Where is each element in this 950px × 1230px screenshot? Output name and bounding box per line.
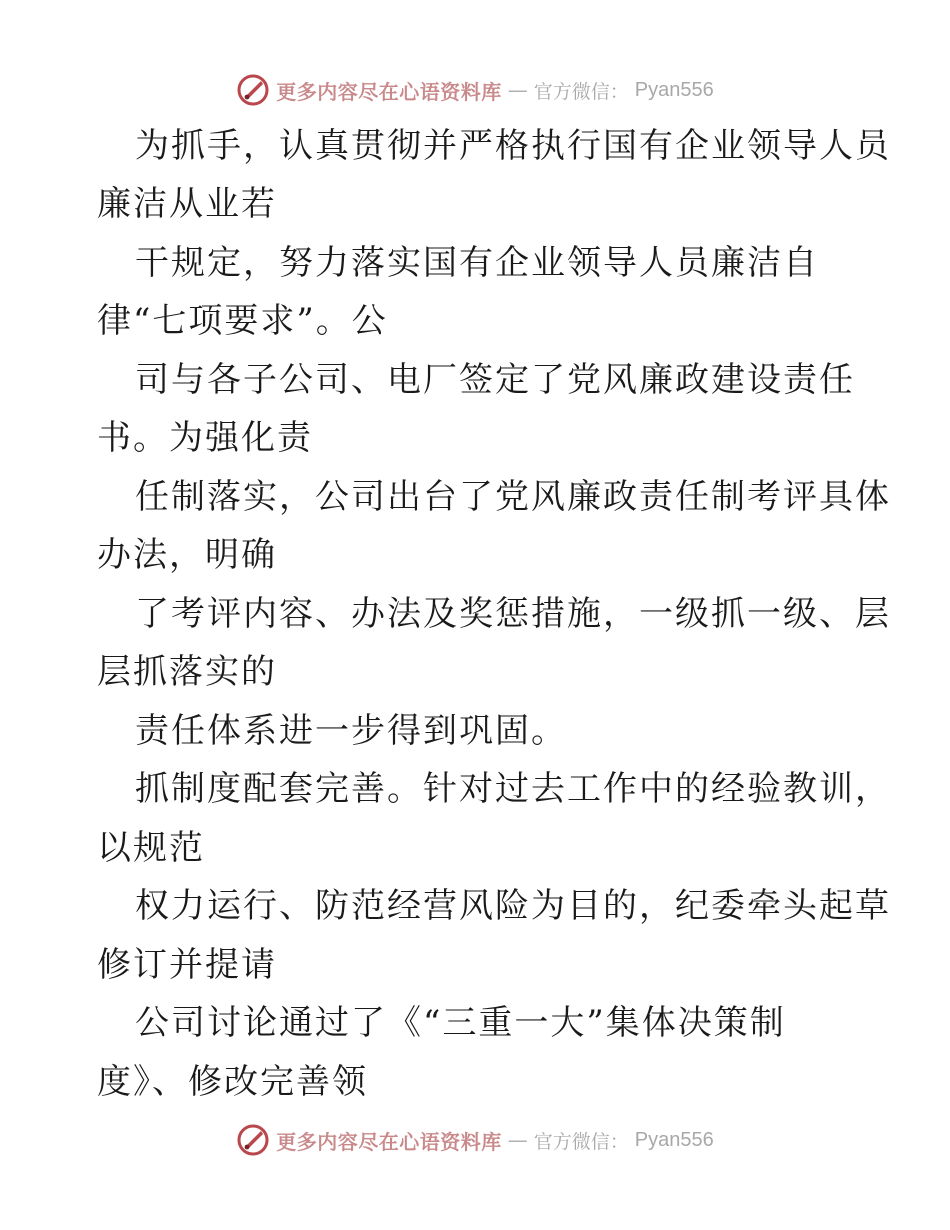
body-line: 办法，明确: [97, 535, 277, 575]
watermark-wechat-id: Pyan556: [634, 78, 714, 101]
body-line: 廉洁从业若: [97, 184, 277, 224]
body-line: 抓制度配套完善。针对过去工作中的经验教训，: [135, 769, 891, 809]
watermark-official-label: 官方微信：: [533, 80, 629, 103]
body-line: 以规范: [97, 828, 205, 868]
body-line: 律“七项要求”。公: [97, 301, 388, 341]
body-line: 干规定，努力落实国有企业领导人员廉洁自: [135, 243, 819, 283]
footer-watermark: [0, 1120, 950, 1160]
body-line: 公司讨论通过了《“三重一大”集体决策制: [135, 1003, 786, 1043]
header-watermark: [0, 70, 950, 110]
watermark-separator: —: [507, 78, 528, 102]
body-line: 为抓手，认真贯彻并严格执行国有企业领导人员: [135, 126, 891, 166]
body-line: 度》、修改完善领: [97, 1062, 368, 1102]
body-line: 责任体系进一步得到巩固。: [135, 711, 567, 751]
body-line: 书。为强化责: [97, 418, 313, 458]
body-line: 权力运行、防范经营风险为目的，纪委牵头起草: [135, 886, 891, 926]
body-line: 层抓落实的: [97, 652, 277, 692]
watermark-separator: —: [507, 1128, 528, 1152]
body-line: 了考评内容、办法及奖惩措施，一级抓一级、层: [135, 594, 891, 634]
quill-pen-seal-icon: [236, 73, 270, 107]
body-line: 司与各子公司、电厂签定了党风廉政建设责任: [135, 360, 855, 400]
watermark-brand-text: 更多内容尽在心语资料库: [276, 1129, 502, 1154]
watermark-wechat-id: Pyan556: [634, 1128, 714, 1151]
watermark-official-label: 官方微信：: [533, 1130, 629, 1153]
body-line: 任制落实，公司出台了党风廉政责任制考评具体: [135, 477, 891, 517]
quill-pen-seal-icon: [236, 1123, 270, 1157]
watermark-brand-text: 更多内容尽在心语资料库: [276, 79, 502, 104]
body-line: 修订并提请: [97, 945, 277, 985]
